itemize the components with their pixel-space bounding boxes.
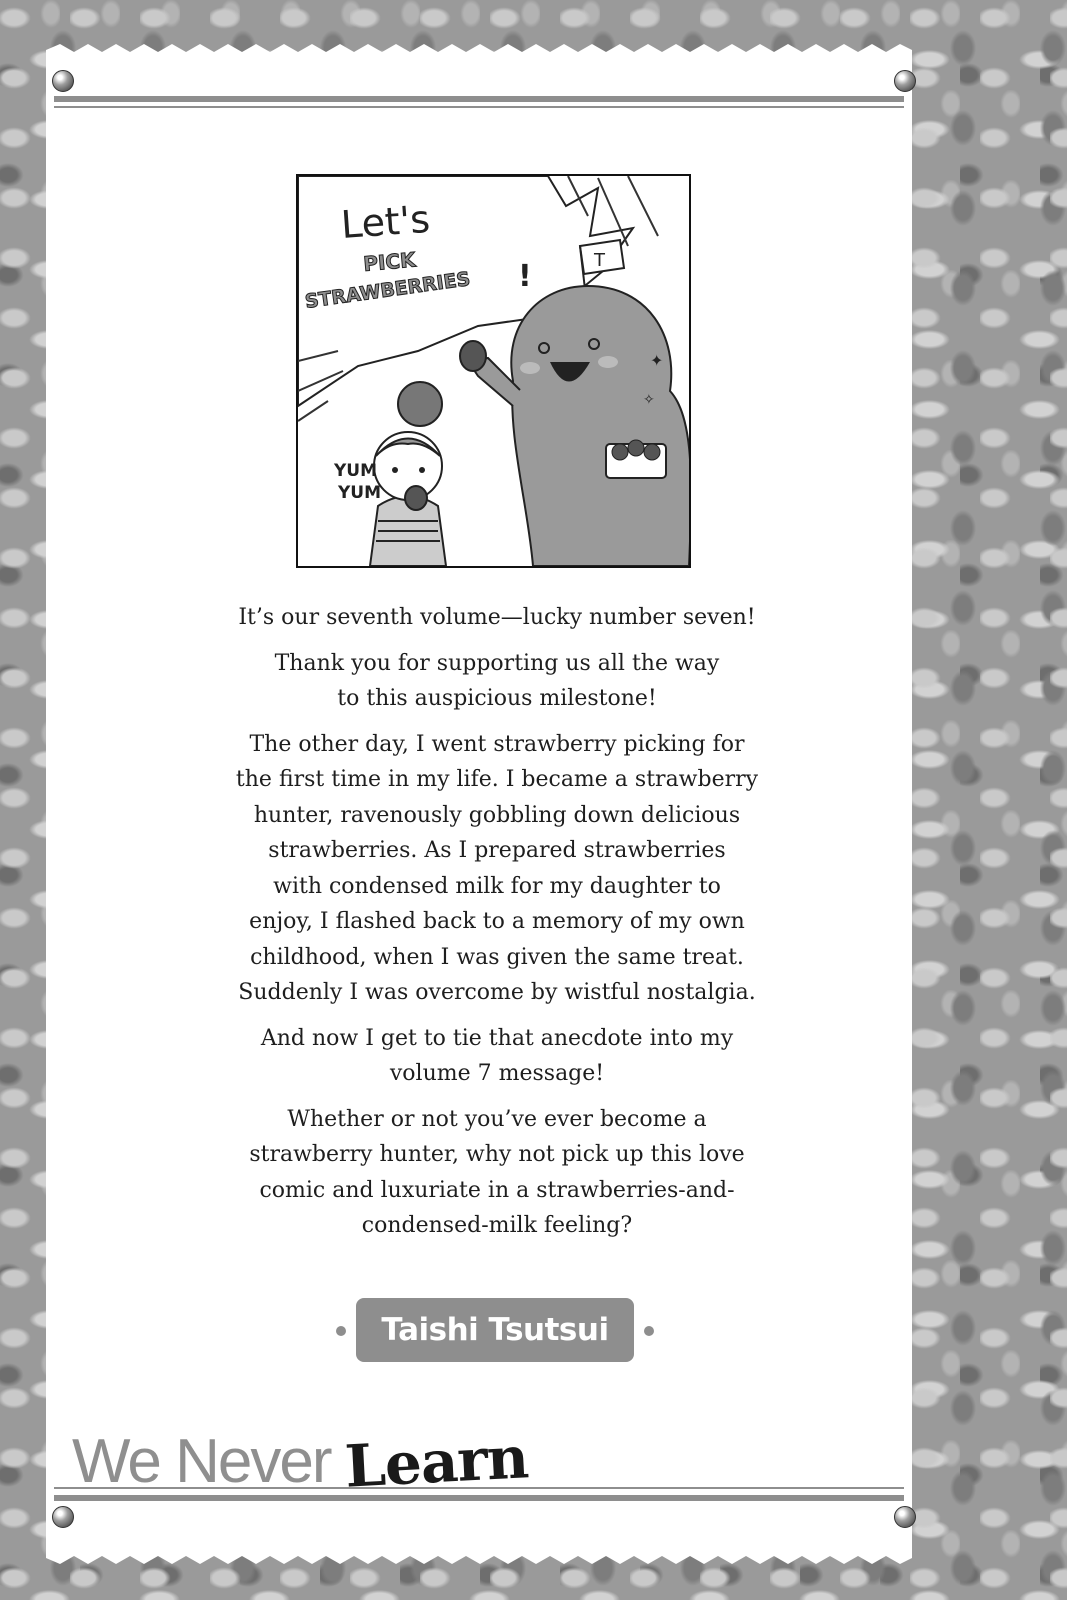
zigzag-top-edge [46,44,912,60]
strawberry-icon [405,486,427,510]
top-rule [54,96,904,114]
dot-right-icon [644,1326,654,1336]
message-paragraph-4: And now I get to tie that anecdote into my volume 7 message! [260,1025,734,1086]
caption-strawberries: STRAWBERRIES [303,267,472,313]
zigzag-bottom-edge [46,1548,912,1564]
illustration-panel [296,174,691,568]
pin-bottom-left-icon [52,1506,74,1528]
author-name: Taishi Tsutsui [356,1298,634,1362]
flag-letter: T [594,250,605,271]
illustration-art [298,176,689,566]
sfx-yum-1: YUM [334,461,378,481]
sparkle-icon: ✧ [643,392,655,408]
dot-left-icon [336,1326,346,1336]
pin-top-left-icon [52,70,74,92]
caption-pick: PICK [362,247,417,276]
strawberry-icon [460,341,486,371]
logo-word-learn: Learn [342,1423,530,1501]
sfx-yum-2: YUM [338,483,382,503]
pin-bottom-right-icon [894,1506,916,1528]
pin-top-right-icon [894,70,916,92]
caption-lets: Let's [339,196,432,247]
caption-bang: ! [518,259,532,294]
message-paragraph-5: Whether or not you’ve ever become a strawberry hunter, why not pick up this love comic and luxuriate in a strawberries-and- condensed-milk feeling? [249,1106,745,1238]
message-paragraph-2: Thank you for supporting us all the way to this auspicious milestone! [274,650,720,711]
author-signature [336,1298,654,1362]
message-paragraph-3: The other day, I went strawberry picking for the first time in my life. I became a strawberry hunter, ravenously gobbling down delicious strawberries. As I prepared strawberries with condensed milk for my daughter to enjoy, I flashed back to a memory of my own childhood, when I was given the same treat. Suddenly I was overcome by wistful nostalgia. [235,731,759,1005]
sparkle-icon: ✦ [650,351,664,370]
message-paragraph-1: It’s our seventh volume—lucky number seven! [238,605,756,630]
logo-word-we-never: We Never [72,1427,331,1496]
author-message [200,600,794,1254]
series-logo [72,1423,530,1506]
